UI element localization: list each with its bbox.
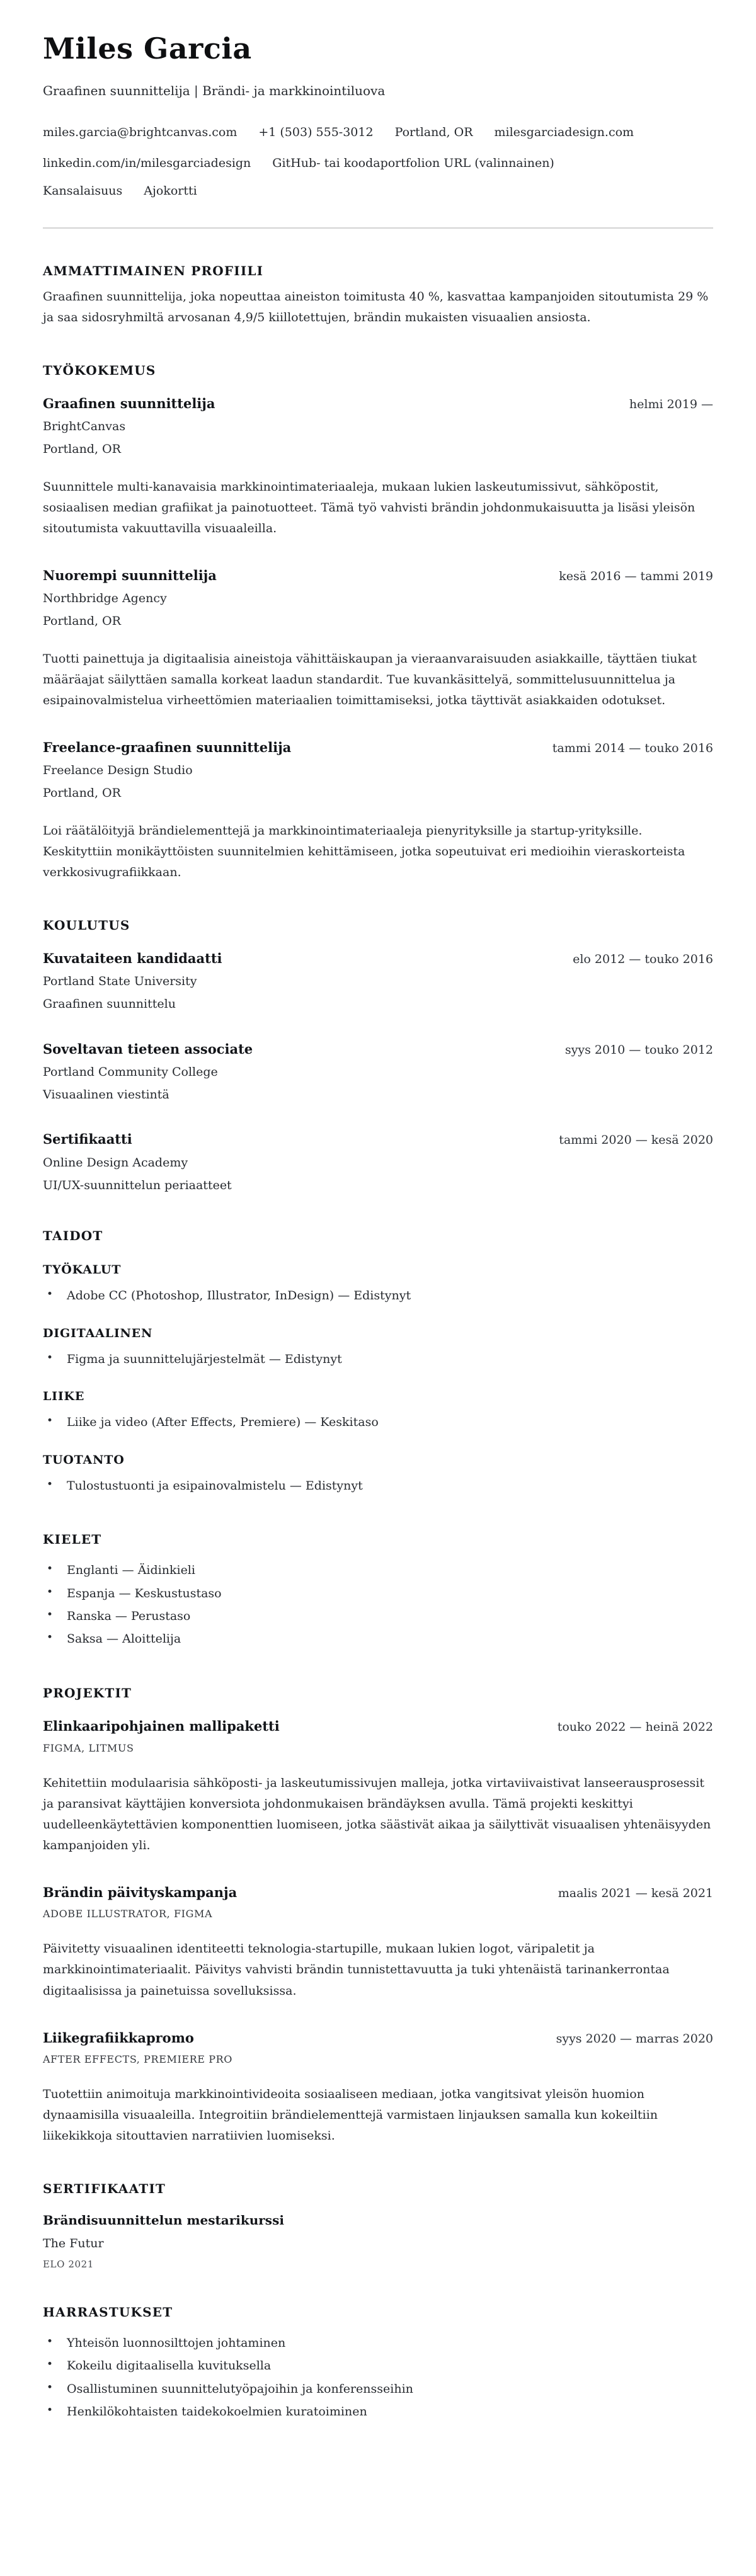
location-text: Portland, OR	[394, 125, 473, 139]
list-item: • Yhteisön luonnosilttojen johtaminen	[43, 2332, 713, 2354]
section-title-languages: KIELET	[43, 1532, 102, 1547]
school-name: Online Design Academy	[43, 1156, 188, 1170]
job-company: Freelance Design Studio	[43, 763, 193, 778]
skill-group-label: TUOTANTO	[43, 1452, 125, 1467]
field-of-study: UI/UX-suunnittelun periaatteet	[43, 1178, 232, 1192]
section-title-certifications: SERTIFIKAATIT	[43, 2181, 166, 2197]
certification-date: ELO 2021	[43, 2258, 94, 2270]
section-experience	[43, 362, 713, 883]
entry-head	[43, 567, 713, 585]
list-item: • Saksa — Aloittelija	[43, 1627, 713, 1650]
certification-title: Brändisuunnittelun mestarikurssi	[43, 2213, 284, 2228]
list-item: • Englanti — Äidinkieli	[43, 1559, 713, 1582]
project-description: Tuotettiin animoituja markkinointivideoita sosiaaliseen mediaan, jotka vangitsivat yleisön huomion dynaamisilla visuaaleilla. Integroitiin brändielementtejä varmistaen linjauksen samalla kun kokeiltiin liikekikkoja sitouttavien narratiivien luomiseksi.	[43, 2087, 658, 2143]
job-company: Northbridge Agency	[43, 591, 167, 606]
person-name: Miles Garcia	[43, 31, 252, 66]
job-location: Portland, OR	[43, 614, 121, 629]
tagline: Graafinen suunnittelija | Brändi- ja markkinointiluova	[43, 83, 386, 98]
list-item: • Osallistuminen suunnittelutyöpajoihin ja konferensseihin	[43, 2378, 713, 2400]
degree-title: Sertifikaatti	[43, 1131, 132, 1148]
experience-entry	[43, 739, 713, 883]
project-tools: FIGMA, LITMUS	[43, 1741, 134, 1754]
job-title: Freelance-graafinen suunnittelija	[43, 739, 292, 755]
project-tools: AFTER EFFECTS, PREMIERE PRO	[43, 2053, 232, 2066]
job-date: tammi 2014 — touko 2016	[552, 741, 713, 755]
section-profile	[43, 263, 713, 328]
project-entry	[43, 1884, 713, 2002]
section-title-skills: TAIDOT	[43, 1228, 103, 1244]
education-entry	[43, 1131, 713, 1194]
project-date: touko 2022 — heinä 2022	[557, 1719, 713, 1734]
contact-row-1	[43, 125, 713, 141]
education-entry	[43, 1040, 713, 1103]
skill-list	[43, 1474, 713, 1497]
degree-title: Soveltavan tieteen associate	[43, 1040, 253, 1057]
job-location: Portland, OR	[43, 785, 121, 800]
list-item: • Espanja — Keskustustaso	[43, 1582, 713, 1605]
school-name: Portland Community College	[43, 1065, 218, 1080]
experience-entry	[43, 567, 713, 711]
list-item: • Tulostustuonti ja esipainovalmistelu — Edistynyt	[43, 1474, 713, 1497]
certification-org: The Futur	[43, 2237, 104, 2251]
project-date: maalis 2021 — kesä 2021	[558, 1886, 713, 1900]
degree-date: tammi 2020 — kesä 2020	[559, 1133, 713, 1148]
header	[43, 30, 713, 229]
project-entry	[43, 1718, 713, 1856]
project-date: syys 2020 — marras 2020	[556, 2031, 713, 2046]
project-entry	[43, 2029, 713, 2147]
entry-head	[43, 1131, 713, 1149]
field-of-study: Graafinen suunnittelu	[43, 996, 176, 1011]
project-description: Kehitettiin modulaarisia sähköposti- ja laskeutumissivujen malleja, jotka virtaviivaistivat lanseerausprosessit ja paransivat käyttäjien konversiota johdonmukaisen brändäyksen avulla. Tämä projekti keskittyi uudelleenkäytettävien komponenttien luomiseen, jotka säästivät aikaa ja säilyttivät visuaalisen yhtenäisyyden kampanjoiden yli.	[43, 1775, 711, 1852]
list-item: • Liike ja video (After Effects, Premiere) — Keskitaso	[43, 1411, 713, 1433]
citizenship-text: Kansalaisuus	[43, 184, 123, 198]
entry-head	[43, 1718, 713, 1736]
skill-group	[43, 1453, 713, 1497]
phone-text: +1 (503) 555-3012	[258, 125, 374, 139]
section-languages	[43, 1531, 713, 1651]
skill-group	[43, 1263, 713, 1307]
entry-head	[43, 1884, 713, 1902]
job-description: Loi räätälöityjä brändielementtejä ja markkinointimateriaaleja pienyrityksille ja startup-yrityksille. Keskityttiin monikäyttöisten suunnitelmien kehittämiseen, jotka sopeutuivat eri medioihin vieraskorteista verkkosivugrafiikkaan.	[43, 823, 685, 879]
linkedin-text: linkedin.com/in/milesgarciadesign	[43, 156, 251, 171]
contact-row-3	[43, 183, 713, 200]
field-of-study: Visuaalinen viestintä	[43, 1087, 169, 1102]
school-name: Portland State University	[43, 974, 197, 989]
section-title-profile: AMMATTIMAINEN PROFIILI	[43, 263, 264, 278]
skill-group-label: LIIKE	[43, 1389, 85, 1404]
entry-head	[43, 950, 713, 968]
job-date: helmi 2019 —	[629, 397, 713, 411]
job-title: Graafinen suunnittelija	[43, 395, 215, 411]
header-divider	[43, 227, 713, 229]
list-item: • Kokeilu digitaalisella kuvituksella	[43, 2354, 713, 2377]
list-item: • Henkilökohtaisten taidekokoelmien kuratoiminen	[43, 2400, 713, 2423]
job-location: Portland, OR	[43, 442, 121, 457]
project-description: Päivitetty visuaalinen identiteetti teknologia-startupille, mukaan lukien logot, väripaletit ja markkinointimateriaalit. Päivitys vahvisti brändin tunnistettavuutta ja tuki yhtenäistä tarinankerrontaa digitaalisissa ja painetuissa sovelluksissa.	[43, 1942, 670, 1998]
section-title-hobbies: HARRASTUKSET	[43, 2304, 173, 2320]
entry-head	[43, 2029, 713, 2048]
language-list	[43, 1559, 713, 1651]
github-text: GitHub- tai koodaportfolion URL (valinnainen)	[272, 156, 554, 171]
entry-head	[43, 395, 713, 413]
skill-group	[43, 1326, 713, 1371]
project-tools: ADOBE ILLUSTRATOR, FIGMA	[43, 1908, 213, 1920]
list-item: • Adobe CC (Photoshop, Illustrator, InDesign) — Edistynyt	[43, 1284, 713, 1307]
section-title-education: KOULUTUS	[43, 917, 130, 933]
job-date: kesä 2016 — tammi 2019	[559, 569, 713, 583]
skill-group-label: TYÖKALUT	[43, 1263, 122, 1277]
email-text: miles.garcia@brightcanvas.com	[43, 125, 238, 139]
job-description: Tuotti painettuja ja digitaalisia aineistoja vähittäiskaupan ja vieraanvaraisuuden asiakkaille, täyttäen tiukat määräajat säilyttäen samalla korkeat laadun standardit. Tue kuvankäsittelyä, sommittelusuunnittelua ja esipainovalmistelua virheettömien materiaalien toimittamiseksi, jotka täyttivät asiakkaiden odotukset.	[43, 651, 697, 707]
skill-group-label: DIGITAALINEN	[43, 1326, 153, 1340]
skill-list	[43, 1411, 713, 1433]
section-education	[43, 917, 713, 1194]
section-hobbies	[43, 2304, 713, 2424]
profile-text: Graafinen suunnittelija, joka nopeuttaa aineiston toimitusta 40 %, kasvattaa kampanjoiden sitoutumista 29 % ja saa sidosryhmiltä arvosanan 4,9/5 kiillotettujen, brändin mukaisten visuaalien ansiosta.	[43, 289, 709, 324]
education-entry	[43, 950, 713, 1013]
degree-date: syys 2010 — touko 2012	[564, 1042, 713, 1057]
project-title: Brändin päivityskampanja	[43, 1884, 238, 1900]
section-projects	[43, 1685, 713, 2146]
certification-entry	[43, 2212, 713, 2270]
list-item: • Figma ja suunnittelujärjestelmät — Edistynyt	[43, 1348, 713, 1371]
entry-head	[43, 1040, 713, 1059]
list-item: • Ranska — Perustaso	[43, 1605, 713, 1627]
entry-head	[43, 739, 713, 757]
skill-group	[43, 1389, 713, 1433]
section-skills	[43, 1228, 713, 1497]
website-text: milesgarciadesign.com	[494, 125, 634, 139]
degree-date: elo 2012 — touko 2016	[573, 952, 713, 966]
job-company: BrightCanvas	[43, 419, 126, 434]
skill-list	[43, 1284, 713, 1307]
contact-row-2	[43, 156, 713, 172]
section-title-experience: TYÖKOKEMUS	[43, 362, 156, 378]
project-title: Elinkaaripohjainen mallipaketti	[43, 1718, 280, 1734]
experience-entry	[43, 395, 713, 539]
degree-title: Kuvataiteen kandidaatti	[43, 950, 222, 966]
section-certifications	[43, 2180, 713, 2270]
job-title: Nuorempi suunnittelija	[43, 567, 217, 583]
job-description: Suunnittele multi-kanavaisia markkinointimateriaaleja, mukaan lukien laskeutumissivut, sähköpostit, sosiaalisen median grafiikat ja painotuotteet. Tämä työ vahvisti brändin johdonmukaisuutta ja lisäsi yleisön sitoutumista vakuuttavilla visuaaleilla.	[43, 479, 696, 535]
section-title-projects: PROJEKTIT	[43, 1685, 132, 1701]
hobby-list	[43, 2332, 713, 2424]
project-title: Liikegrafiikkapromo	[43, 2029, 194, 2046]
skill-list	[43, 1348, 713, 1371]
license-text: Ajokortti	[144, 184, 197, 198]
